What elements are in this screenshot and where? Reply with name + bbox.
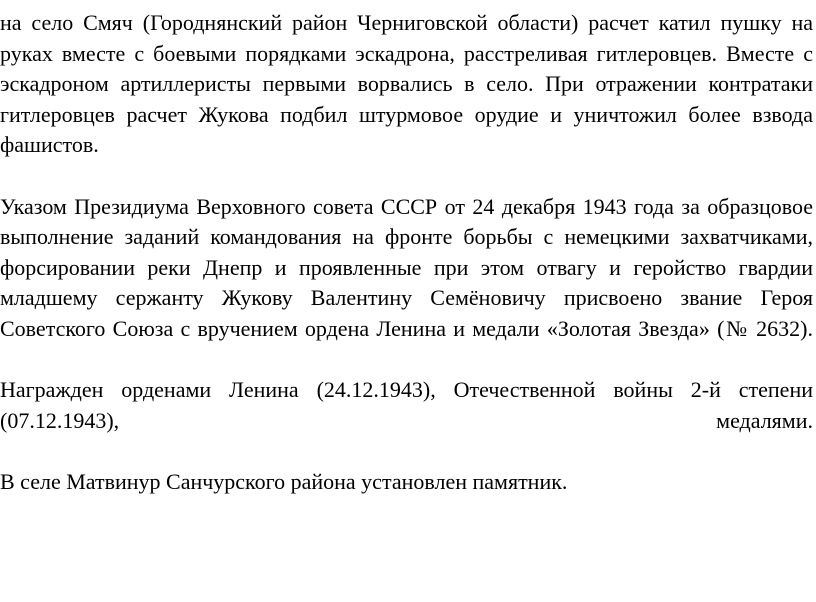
paragraph-awards: Награжден орденами Ленина (24.12.1943), Отечественной войны 2-й степени (07.12.1943), медалями. — [0, 377, 813, 433]
paragraph-memorial: В селе Матвинур Санчурского района установлен памятник. — [0, 468, 568, 494]
document-body — [0, 8, 813, 498]
paragraph-spacer — [0, 345, 813, 376]
paragraph-spacer — [0, 161, 813, 192]
paragraph-battle-description: на село Смяч (Городнянский район Черниговской области) расчет катил пушку на руках вместе с боевыми порядками эскадрона, расстреливая гитлеровцев. Вместе с эскадроном артиллеристы первыми ворвались в село. При отражении контратаки гитлеровцев расчет Жукова подбил штурмовое орудие и уничтожил более взвода фашистов. — [0, 10, 813, 158]
paragraph-spacer — [0, 436, 813, 467]
paragraph-hero-decree: Указом Президиума Верховного совета СССР от 24 декабря 1943 года за образцовое выполнение заданий командования на фронте борьбы с немецкими захватчиками, форсировании реки Днепр и проявленные при этом отвагу и геройство гвардии младшему сержанту Жукову Валентину Семёновичу присвоено звание Героя Советского Союза с вручением ордена Ленина и медали «Золотая Звезда» (№ 2632). — [0, 193, 813, 341]
